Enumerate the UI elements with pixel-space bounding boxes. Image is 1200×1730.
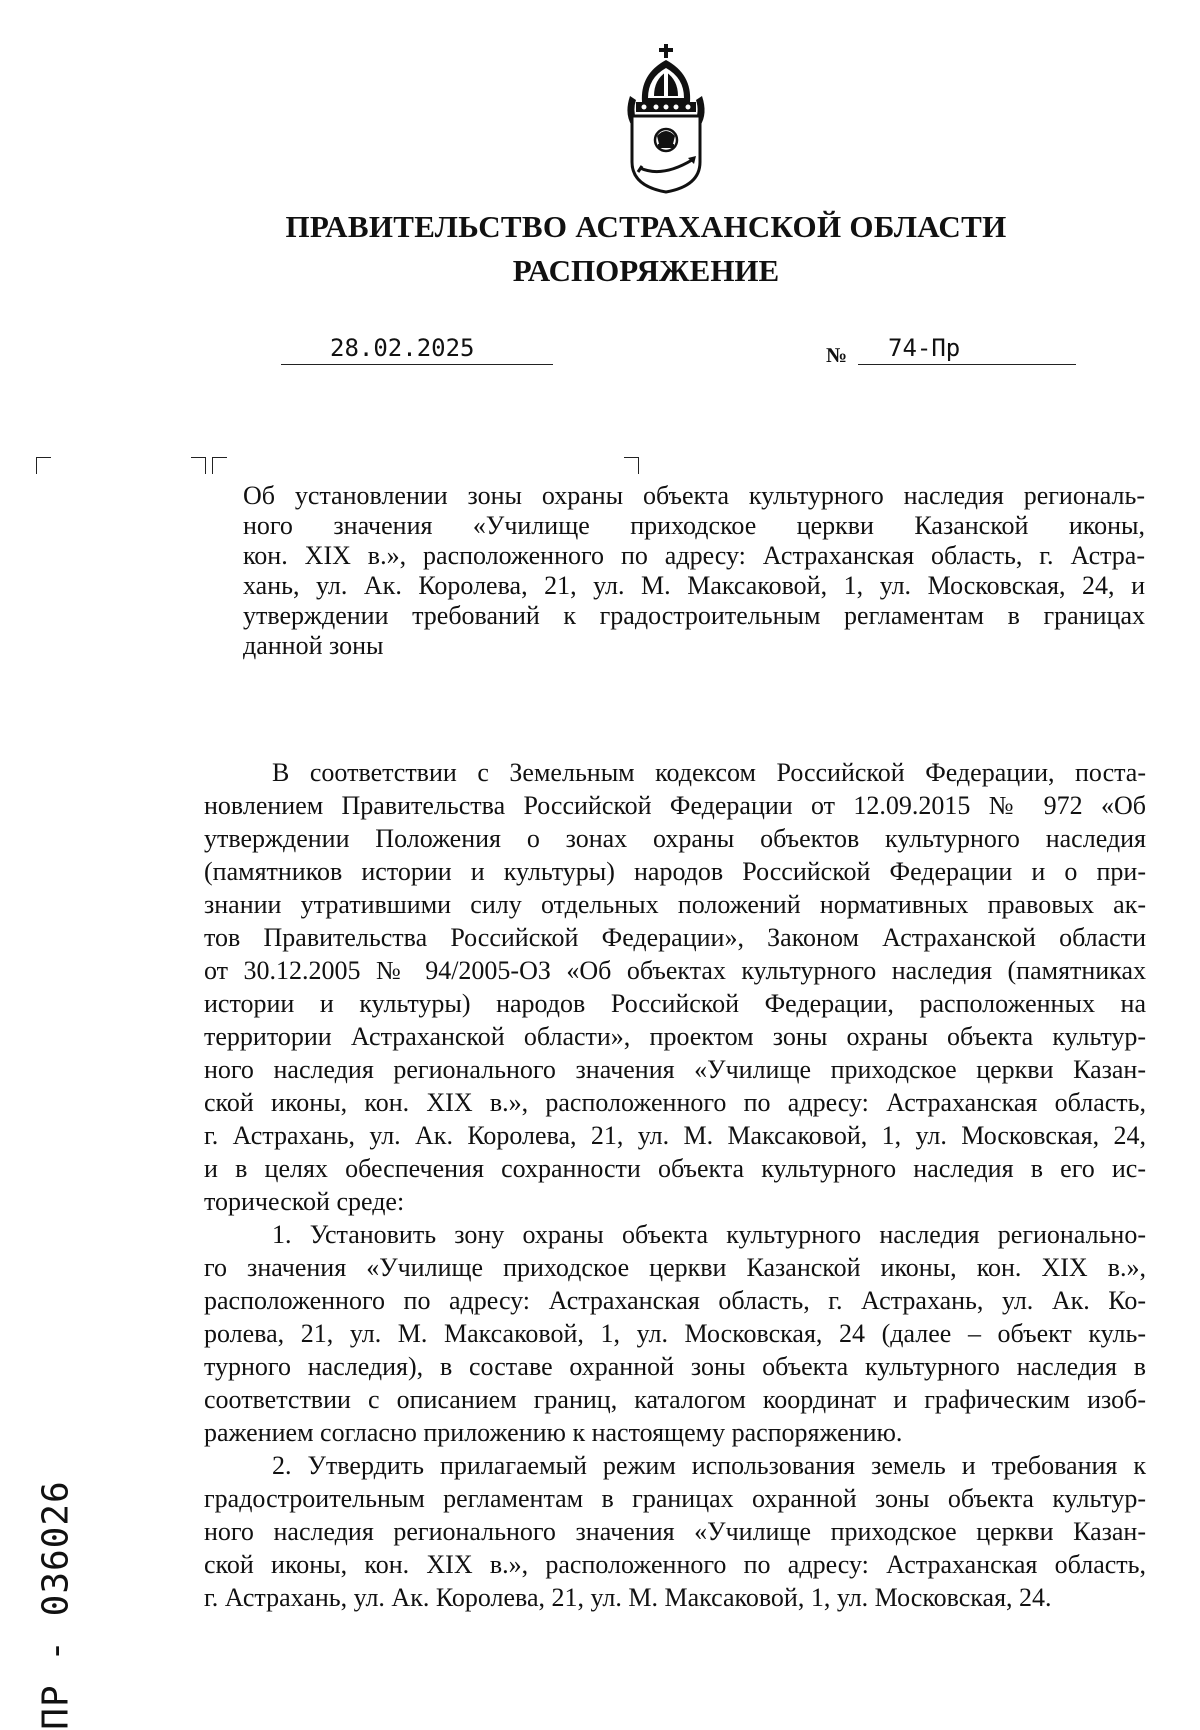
document-type: РАСПОРЯЖЕНИЕ — [512, 253, 780, 288]
number-field — [858, 334, 1076, 365]
subject-line: Об установлении зоны охраны объекта культурного наследия региональ- — [243, 481, 1145, 510]
document-body — [204, 756, 1146, 1614]
corner-mark — [36, 457, 51, 474]
body-line: тов Правительства Российской Федерации», Законом Астраханской области — [204, 923, 1146, 952]
document-subject — [243, 481, 1145, 661]
body-line: знании утратившими силу отдельных положений нормативных правовых ак- — [204, 890, 1146, 919]
body-line: расположенного по адресу: Астраханская область, г. Астрахань, ул. Ак. Ко- — [204, 1286, 1146, 1315]
body-line: г. Астрахань, ул. Ак. Королева, 21, ул. М. Максаковой, 1, ул. Московская, 24, — [204, 1121, 1146, 1150]
date-field — [281, 334, 553, 365]
body-line: территории Астраханской области», проектом зоны охраны объекта культур- — [204, 1022, 1146, 1051]
corner-mark — [212, 457, 227, 474]
body-line: ражением согласно приложению к настоящему распоряжению. — [204, 1418, 903, 1447]
registration-number — [12, 1480, 100, 1730]
document-number: 74-Пр — [888, 334, 961, 362]
body-line: г. Астрахань, ул. Ак. Королева, 21, ул. М. Максаковой, 1, ул. Московская, 24. — [204, 1583, 1052, 1612]
body-line: (памятников истории и культуры) народов Российской Федерации и о при- — [204, 857, 1146, 886]
subject-line: кон. XIX в.», расположенного по адресу: Астраханская область, г. Астра- — [243, 541, 1145, 570]
body-line: ролева, 21, ул. М. Максаковой, 1, ул. Московская, 24 (далее – объект куль- — [204, 1319, 1146, 1348]
body-line: В соответствии с Земельным кодексом Российской Федерации, поста- — [272, 758, 1146, 787]
body-line: новлением Правительства Российской Федерации от 12.09.2015 № 972 «Об — [204, 791, 1146, 820]
organization-title: ПРАВИТЕЛЬСТВО АСТРАХАНСКОЙ ОБЛАСТИ — [285, 209, 1007, 244]
body-line: турного наследия), в составе охранной зоны объекта культурного наследия в — [204, 1352, 1146, 1381]
coat-of-arms-icon — [622, 44, 710, 194]
subject-line: ного значения «Училище приходское церкви Казанской иконы, — [243, 511, 1145, 540]
body-line: ного наследия регионального значения «Училище приходское церкви Казан- — [204, 1517, 1146, 1546]
corner-mark — [624, 457, 639, 474]
body-line: 2. Утвердить прилагаемый режим использования земель и требования к — [272, 1451, 1146, 1480]
subject-line: утверждении требований к градостроительным регламентам в границах — [243, 601, 1145, 630]
document-date: 28.02.2025 — [330, 334, 475, 362]
body-line: ного наследия регионального значения «Училище приходское церкви Казан- — [204, 1055, 1146, 1084]
body-line: утверждении Положения о зонах охраны объектов культурного наследия — [204, 824, 1146, 853]
subject-line: хань, ул. Ак. Королева, 21, ул. М. Максаковой, 1, ул. Московская, 24, и — [243, 571, 1145, 600]
corner-mark — [191, 457, 206, 474]
body-line: от 30.12.2005 № 94/2005-ОЗ «Об объектах культурного наследия (памятниках — [204, 956, 1146, 985]
body-line: градостроительным регламентам в границах охранной зоны объекта культур- — [204, 1484, 1146, 1513]
body-line: 1. Установить зону охраны объекта культурного наследия регионально- — [272, 1220, 1146, 1249]
body-line: и в целях обеспечения сохранности объекта культурного наследия в его ис- — [204, 1154, 1146, 1183]
body-line: ской иконы, кон. XIX в.», расположенного по адресу: Астраханская область, — [204, 1088, 1146, 1117]
body-line: соответствии с описанием границ, каталогом координат и графическим изоб- — [204, 1385, 1146, 1414]
body-line: торической среде: — [204, 1187, 405, 1216]
body-line: ской иконы, кон. XIX в.», расположенного по адресу: Астраханская область, — [204, 1550, 1146, 1579]
registration-number-text: ПР - 036026 — [35, 1480, 77, 1730]
subject-line: данной зоны — [243, 631, 384, 660]
number-sign: № — [826, 343, 848, 367]
body-line: истории и культуры) народов Российской Федерации, расположенных на — [204, 989, 1146, 1018]
body-line: го значения «Училище приходское церкви Казанской иконы, кон. XIX в.», — [204, 1253, 1146, 1282]
